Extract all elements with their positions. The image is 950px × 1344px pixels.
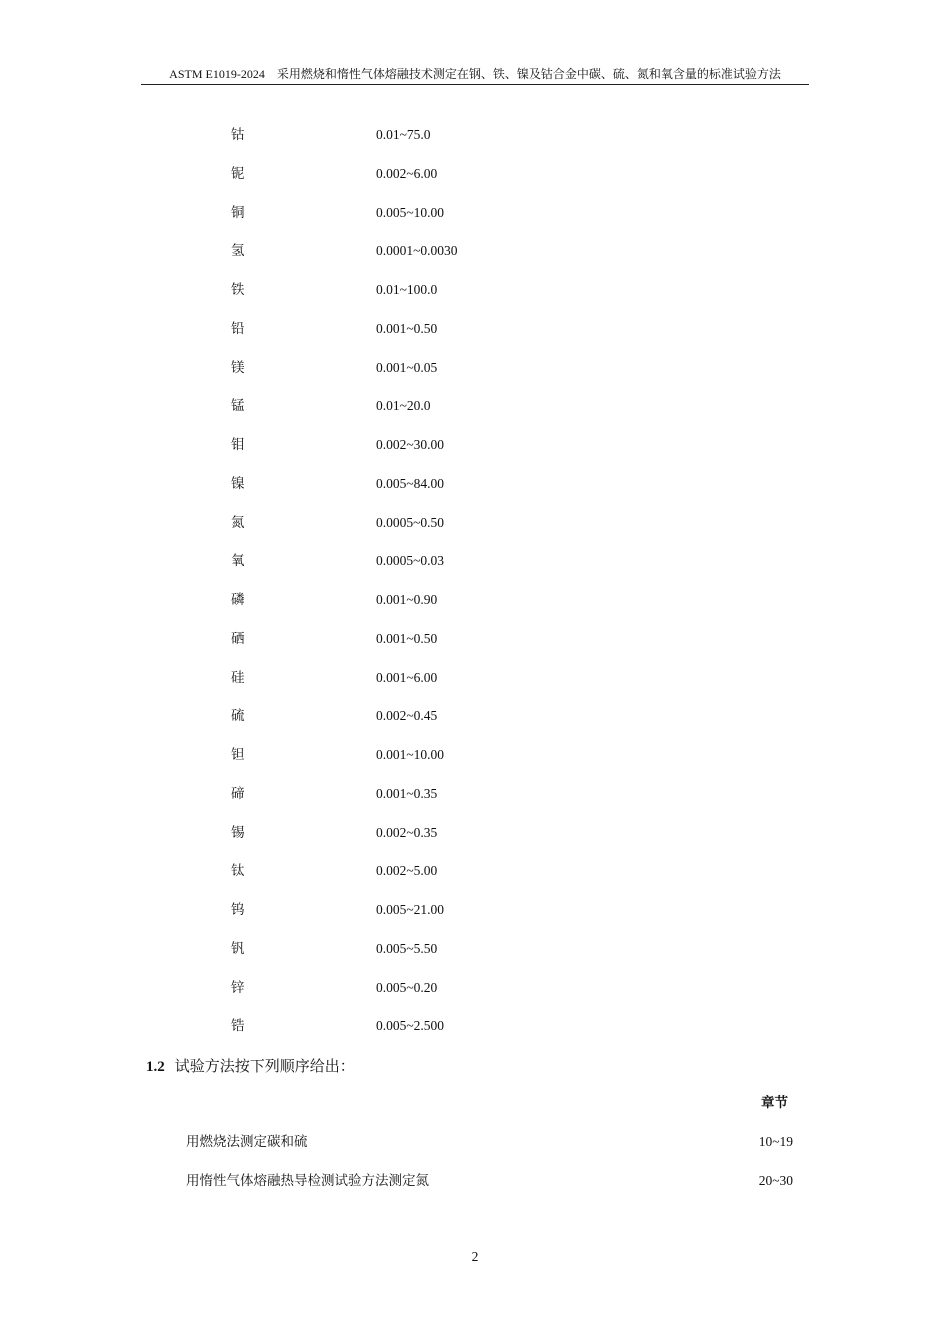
element-range: 0.001~0.05: [376, 359, 438, 375]
element-row: [0, 977, 950, 1016]
element-range: 0.002~6.00: [376, 165, 438, 181]
element-range: 0.005~21.00: [376, 902, 445, 917]
element-range: 0.0005~0.03: [376, 553, 445, 569]
element-name: 钼: [231, 437, 245, 452]
element-range: 0.001~6.00: [376, 669, 438, 685]
element-name: 硅: [231, 669, 245, 685]
page-number: 2: [471, 1249, 479, 1264]
element-range-list: [0, 124, 950, 1054]
element-name: 铜: [231, 204, 245, 220]
element-name: 锌: [231, 979, 245, 995]
element-row: [0, 705, 950, 744]
toc-column-header: 章节: [761, 1095, 788, 1110]
element-row: [0, 395, 950, 434]
element-row: [0, 434, 950, 473]
toc-item-sections: 20~30: [758, 1173, 793, 1188]
element-range: 0.005~0.20: [376, 979, 438, 995]
element-name: 磷: [231, 592, 245, 607]
element-range: 0.001~0.90: [376, 592, 438, 607]
element-range: 0.01~75.0: [376, 127, 431, 142]
element-row: [0, 512, 950, 551]
header-title: ASTM E1019-2024 采用燃烧和惰性气体熔融技术测定在钢、铁、镍及钴合金中碳、硫、氮和氧含量的标准试验方法: [169, 67, 781, 81]
toc-row: [186, 1170, 793, 1192]
element-name: 硫: [231, 708, 245, 724]
section-heading: [146, 1055, 355, 1079]
element-range: 0.005~5.50: [376, 940, 438, 956]
element-row: [0, 240, 950, 279]
element-range: 0.002~5.00: [376, 863, 438, 879]
element-row: [0, 202, 950, 241]
element-range: 0.002~0.45: [376, 708, 438, 724]
toc-item-text: 用燃烧法测定碳和硫: [186, 1134, 308, 1149]
element-row: [0, 860, 950, 899]
element-name: 锆: [231, 1018, 245, 1034]
running-header: [141, 67, 809, 85]
element-row: [0, 357, 950, 396]
element-range: 0.0005~0.50: [376, 514, 445, 530]
element-name: 氮: [231, 514, 245, 530]
element-name: 碲: [231, 785, 245, 801]
element-name: 镍: [231, 475, 245, 491]
element-name: 钒: [231, 940, 245, 956]
element-row: [0, 550, 950, 589]
element-range: 0.001~0.50: [376, 320, 438, 336]
section-text: 试验方法按下列顺序给出：: [174, 1059, 355, 1075]
toc-item-sections: 10~19: [758, 1134, 793, 1149]
element-name: 氢: [231, 243, 245, 259]
element-name: 硒: [231, 630, 245, 646]
element-row: [0, 628, 950, 667]
element-range: 0.002~30.00: [376, 437, 445, 452]
element-row: [0, 667, 950, 706]
element-name: 钛: [231, 863, 245, 879]
element-name: 锡: [231, 824, 245, 840]
element-row: [0, 279, 950, 318]
element-row: [0, 938, 950, 977]
element-name: 钨: [231, 902, 245, 917]
element-row: [0, 163, 950, 202]
element-range: 0.0001~0.0030: [376, 243, 458, 259]
element-name: 锰: [231, 398, 245, 414]
element-row: [0, 822, 950, 861]
element-row: [0, 744, 950, 783]
element-row: [0, 124, 950, 163]
element-name: 铁: [231, 282, 245, 297]
element-range: 0.001~10.00: [376, 747, 445, 762]
element-name: 钴: [231, 127, 245, 142]
element-row: [0, 318, 950, 357]
element-row: [0, 589, 950, 628]
element-name: 钽: [231, 747, 245, 762]
section-number: 1.2: [146, 1059, 165, 1075]
element-range: 0.005~2.500: [376, 1018, 445, 1034]
toc-item-text: 用惰性气体熔融热导检测试验方法测定氮: [186, 1173, 429, 1188]
element-range: 0.01~20.0: [376, 398, 431, 414]
element-range: 0.001~0.35: [376, 785, 438, 801]
element-row: [0, 1015, 950, 1054]
element-name: 镁: [231, 359, 245, 375]
element-row: [0, 899, 950, 938]
toc-row: [186, 1131, 793, 1153]
element-row: [0, 783, 950, 822]
element-range: 0.005~10.00: [376, 204, 445, 220]
element-name: 氧: [231, 553, 245, 569]
element-name: 铌: [231, 165, 245, 181]
element-range: 0.005~84.00: [376, 475, 445, 491]
element-row: [0, 473, 950, 512]
element-range: 0.001~0.50: [376, 630, 438, 646]
element-name: 铅: [231, 320, 245, 336]
element-range: 0.01~100.0: [376, 282, 438, 297]
element-range: 0.002~0.35: [376, 824, 438, 840]
